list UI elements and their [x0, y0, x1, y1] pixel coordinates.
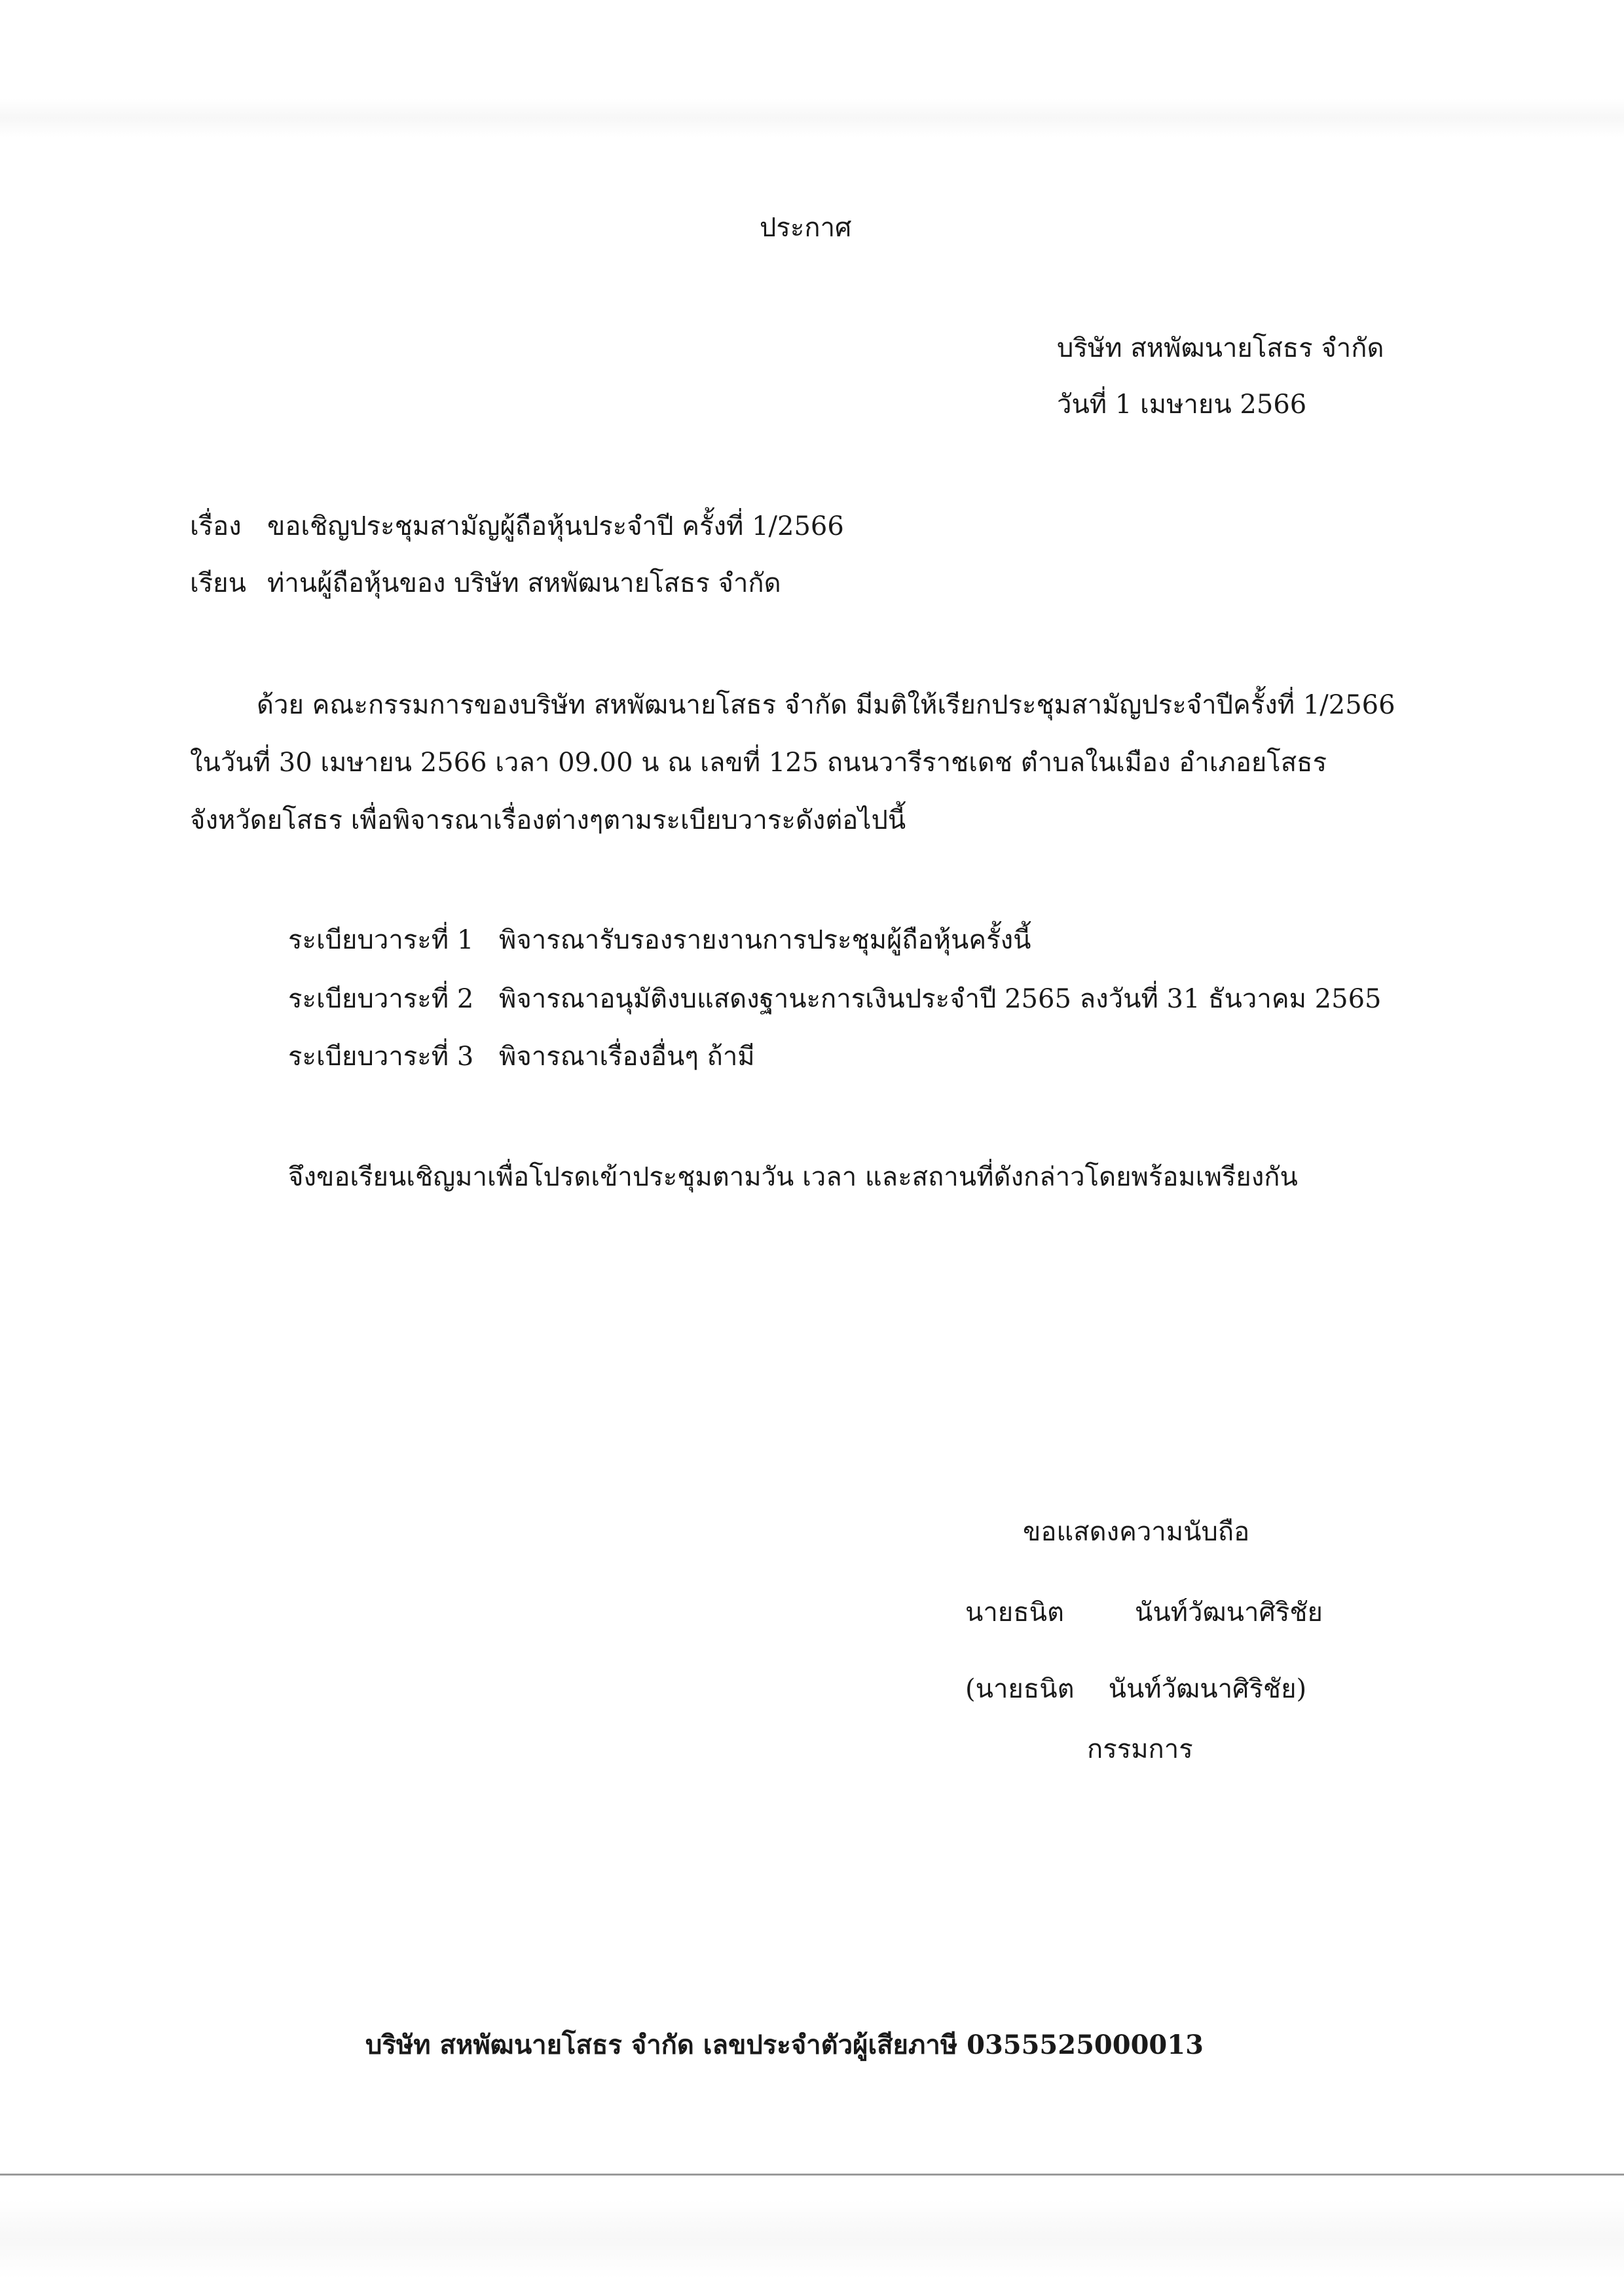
footer-divider	[0, 2174, 1624, 2176]
subject-text: ขอเชิญประชุมสามัญผู้ถือหุ้นประจำปี ครั้งที่ 1/2566	[267, 511, 844, 541]
body-line-1: ด้วย คณะกรรมการของบริษัท สหพัฒนายโสธร จำกัด มีมติให้เรียกประชุมสามัญประจำปีครั้งที่ 1/2566	[257, 690, 1395, 720]
subject-label: เรื่อง	[190, 511, 242, 541]
agenda-item-label: ระเบียบวาระที่ 1	[288, 925, 474, 955]
company-header: บริษัท สหพัฒนายโสธร จำกัด	[1057, 333, 1384, 363]
signer-printed-name	[965, 1676, 1306, 1702]
agenda-item-2	[288, 986, 1381, 1012]
signer-printed-first: (นายธนิต	[965, 1674, 1075, 1704]
agenda-item-label: ระเบียบวาระที่ 3	[288, 1042, 474, 1072]
document-title: ประกาศ	[760, 213, 852, 243]
agenda-item-text: พิจารณารับรองรายงานการประชุมผู้ถือหุ้นครั้งนี้	[499, 925, 1031, 955]
document-date: วันที่ 1 เมษายน 2566	[1057, 390, 1307, 420]
footer-company-tax-id: บริษัท สหพัฒนายโสธร จำกัด เลขประจำตัวผู้เสียภาษี 0355525000013	[365, 2030, 1204, 2060]
recipient-text: ท่านผู้ถือหุ้นของ บริษัท สหพัฒนายโสธร จำกัด	[267, 568, 781, 598]
signer-printed-last: นันท์วัฒนาศิริชัย)	[1108, 1674, 1307, 1704]
agenda-item-text: พิจารณาอนุมัติงบแสดงฐานะการเงินประจำปี 2565 ลงวันที่ 31 ธันวาคม 2565	[499, 984, 1382, 1014]
regards-line: ขอแสดงความนับถือ	[1023, 1517, 1250, 1547]
signer-last-name: นันท์วัฒนาศิริชัย	[1134, 1597, 1323, 1628]
agenda-item-text: พิจารณาเรื่องอื่นๆ ถ้ามี	[499, 1042, 755, 1072]
agenda-item-1	[288, 927, 1031, 953]
agenda-item-3	[288, 1044, 755, 1070]
signer-title: กรรมการ	[1087, 1734, 1193, 1764]
body-line-2: ในวันที่ 30 เมษายน 2566 เวลา 09.00 น ณ เลขที่ 125 ถนนวารีราชเดช ตำบลในเมือง อำเภอยโสธร	[190, 748, 1327, 778]
signer-first-name: นายธนิต	[965, 1597, 1064, 1628]
recipient-label: เรียน	[190, 568, 246, 598]
signer-name	[965, 1599, 1323, 1626]
subject-line	[190, 513, 844, 539]
recipient-line	[190, 570, 781, 596]
agenda-item-label: ระเบียบวาระที่ 2	[288, 984, 474, 1014]
scan-artifact-top	[0, 98, 1624, 137]
body-line-3: จังหวัดยโสธร เพื่อพิจารณาเรื่องต่างๆตามระเบียบวาระดังต่อไปนี้	[190, 805, 906, 835]
closing-invitation: จึงขอเรียนเชิญมาเพื่อโปรดเข้าประชุมตามวัน เวลา และสถานที่ดังกล่าวโดยพร้อมเพรียงกัน	[288, 1162, 1298, 1192]
scan-artifact-bottom	[0, 2200, 1624, 2278]
